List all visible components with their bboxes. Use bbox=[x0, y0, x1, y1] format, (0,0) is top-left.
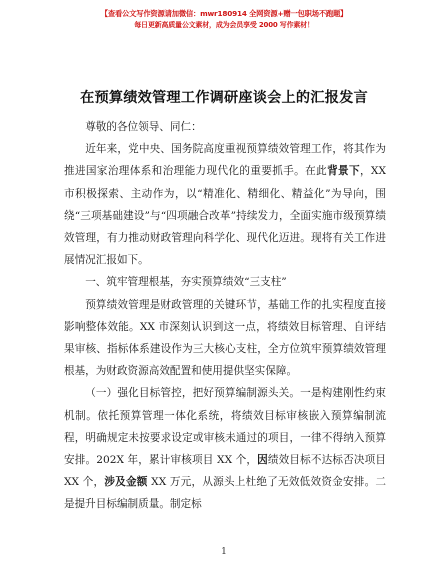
subsection-text-3: XX 万元，从源头上杜绝了无效低效资金安排。二是提升目标编制质量。制定标 bbox=[64, 476, 386, 511]
intro-text-1: 近年来，党中央、国务院高度重视预算绩效管理工作，将其作为推进国家治理体系和治理能力现代化的重要抓手。在此 bbox=[64, 143, 386, 178]
promo-banner bbox=[0, 8, 448, 31]
subsection-bold-2: 涉及金额 bbox=[104, 476, 148, 489]
promo-banner-line-1: 【查看公文写作资源请加微信：mwr180914 全网资源+赠一包职场不跑题】 bbox=[100, 9, 348, 18]
promo-banner-line-2: 每日更新高质量公文素材，成为会员享受 2000 写作素材！ bbox=[134, 21, 314, 29]
salutation: 尊敬的各位领导、同仁： bbox=[85, 121, 202, 133]
document-body bbox=[64, 116, 386, 516]
intro-text-2: ，XX 市积极探索、主动作为，以“精准化、精细化、精益化”为导向，围绕“三项基础建设”与“四项融合改革”持续发力，全面实施市级预算绩效管理，有力推动财政管理向科学化、现代化迈进。现将有关工作进展情况汇报如下。 bbox=[64, 165, 386, 267]
section-1-paragraph: 预算绩效管理是财政管理的关键环节，基础工作的扎实程度直接影响整体效能。XX 市深刻认识到这一点，将绩效目标管理、自评结果审核、指标体系建设作为三大核心支柱，全方位筑牢预算绩效管理根基，为财政资源高效配置和使用提供坚实保障。 bbox=[64, 298, 386, 378]
subsection-1-paragraph bbox=[64, 382, 386, 515]
subsection-text-1: （一）强化目标管控，把好预算编制源头关。一是构建刚性约束机制。依托预算管理一体化系统，将绩效目标审核嵌入预算编制流程，明确规定未按要求设定或审核未通过的项目，一律不得纳入预算安排。202X 年，累计审核项目 XX 个， bbox=[64, 387, 386, 467]
page-number: 1 bbox=[221, 547, 227, 557]
intro-paragraph bbox=[64, 138, 386, 271]
subsection-text-2: 绩效目标不达标否决项目 XX 个， bbox=[64, 454, 387, 489]
document-title: 在预算绩效管理工作调研座谈会上的汇报发言 bbox=[80, 90, 368, 106]
intro-bold-phrase: 背景下 bbox=[327, 165, 360, 178]
section-heading-1: 一、筑牢管理根基，夯实预算绩效“三支柱” bbox=[85, 276, 287, 289]
subsection-bold-1: 因 bbox=[257, 454, 268, 467]
